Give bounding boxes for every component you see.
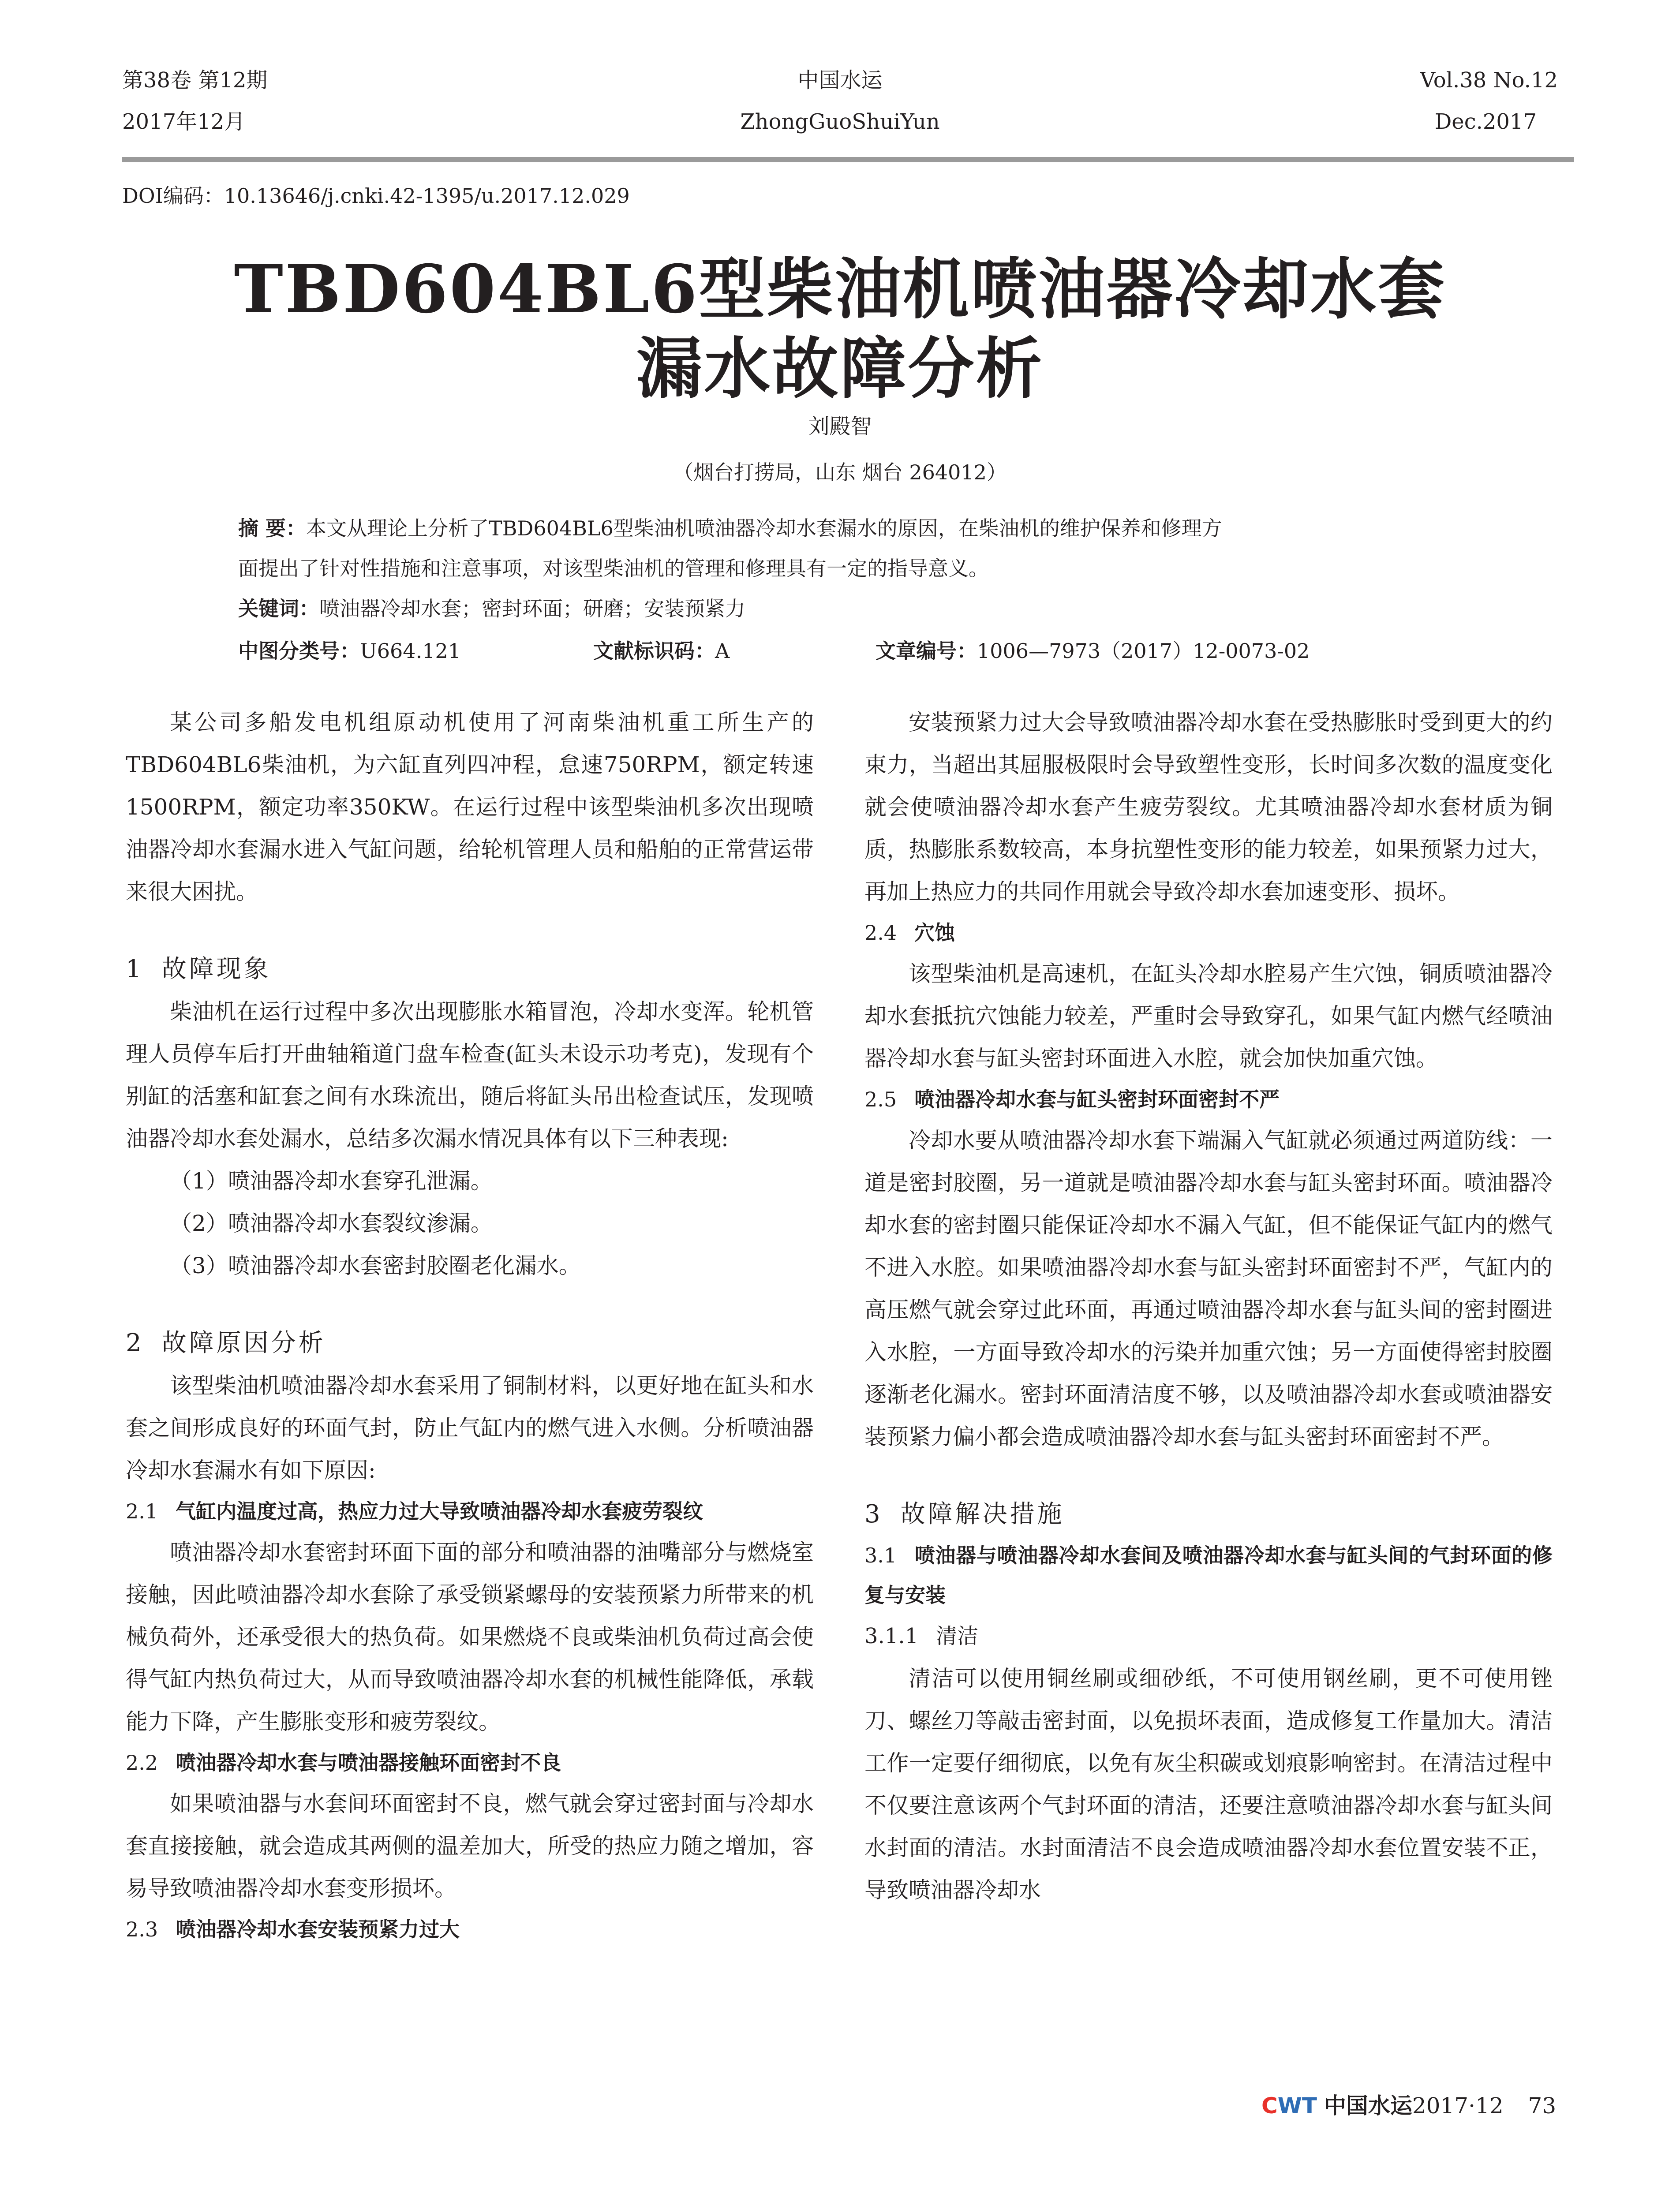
doccode-line <box>593 635 730 664</box>
article-line <box>876 635 1310 664</box>
header-date: 2017年12月 <box>122 109 246 134</box>
header-volume-issue: 第38卷 第12期 <box>122 68 268 93</box>
section-1-paragraph: 柴油机在运行过程中多次出现膨胀水箱冒泡，冷却水变浑。轮机管理人员停车后打开曲轴箱道门盘车检查(缸头未设示功考克)，发现有个别缸的活塞和缸套之间有水珠流出，随后将缸头吊出检查试压，发现喷油器冷却水套处漏水，总结多次漏水情况具体有以下三种表现: <box>126 999 814 1151</box>
right-column <box>864 701 1553 1911</box>
keywords-line <box>238 593 745 622</box>
author: 刘殿智 <box>808 414 872 439</box>
doccode-value: A <box>715 639 730 663</box>
abstract-line-2: 面提出了针对性措施和注意事项，对该型柴油机的管理和修理具有一定的指导意义。 <box>238 557 989 580</box>
intro-paragraph: 某公司多船发电机组原动机使用了河南柴油机重工所生产的TBD604BL6柴油机，为六缸直列四冲程，怠速750RPM，额定转速1500RPM，额定功率350KW。在运行过程中该型柴油机多次出现喷油器冷却水套漏水进入气缸问题，给轮机管理人员和船舶的正常营运带来很大困扰。 <box>126 710 814 904</box>
title-line-2: 漏水故障分析 <box>636 330 1044 407</box>
section-2-1-paragraph: 喷油器冷却水套密封环面下面的部分和喷油器的油嘴部分与燃烧室接触，因此喷油器冷却水套除了承受锁紧螺母的安装预紧力所带来的机械负荷外，还承受很大的热负荷。如果燃烧不良或柴油机负荷过高会使得气缸内热负荷过大，从而导致喷油器冷却水套的机械性能降低，承载能力下降，产生膨胀变形和疲劳裂纹。 <box>126 1540 814 1734</box>
keywords-label: 关键词： <box>238 597 319 620</box>
abstract-label: 摘 要： <box>238 516 307 540</box>
section-2-2-paragraph: 如果喷油器与水套间环面密封不良，燃气就会穿过密封面与冷却水套直接接触，就会造成其两侧的温差加大，所受的热应力随之增加，容易导致喷油器冷却水套变形损坏。 <box>126 1791 814 1901</box>
section-3-1-1-heading: 3.1.1 清洁 <box>864 1624 979 1648</box>
section-2-3-heading: 2.3 喷油器冷却水套安装预紧力过大 <box>126 1917 460 1941</box>
section-2-3-paragraph: 安装预紧力过大会导致喷油器冷却水套在受热膨胀时受到更大的约束力，当超出其屈服极限时会导致塑性变形，长时间多次数的温度变化就会使喷油器冷却水套产生疲劳裂纹。尤其喷油器冷却水套材质为铜质，热膨胀系数较高，本身抗塑性变形的能力较差，如果预紧力过大，再加上热应力的共同作用就会导致冷却水套加速变形、损坏。 <box>864 710 1553 904</box>
section-2-5-paragraph: 冷却水要从喷油器冷却水套下端漏入气缸就必须通过两道防线：一道是密封胶圈，另一道就是喷油器冷却水套与缸头密封环面。喷油器冷却水套的密封圈只能保证冷却水不漏入气缸，但不能保证气缸内的燃气不进入水腔。如果喷油器冷却水套与缸头密封环面密封不严，气缸内的高压燃气就会穿过此环面，再通过喷油器冷却水套与缸头间的密封圈进入水腔，一方面导致冷却水的污染并加重穴蚀；另一方面使得密封胶圈逐渐老化漏水。密封环面清洁度不够，以及喷油器冷却水套或喷油器安装预紧力偏小都会造成喷油器冷却水套与缸头密封环面密封不严。 <box>864 1128 1553 1450</box>
section-3-1-heading: 3.1 喷油器与喷油器冷却水套间及喷油器冷却水套与缸头间的气封环面的修复与安装 <box>864 1544 1553 1607</box>
clc-value: U664.121 <box>360 639 461 663</box>
section-2-heading: 2 故障原因分析 <box>126 1329 326 1357</box>
doccode-label: 文献标识码： <box>593 639 715 663</box>
header-rule <box>122 157 1574 162</box>
doi: DOI编码：10.13646/j.cnki.42-1395/u.2017.12.029 <box>122 184 630 208</box>
clc-line <box>238 635 461 664</box>
section-1-heading: 1 故障现象 <box>126 955 271 983</box>
section-2-5-heading: 2.5 喷油器冷却水套与缸头密封环面密封不严 <box>864 1088 1280 1111</box>
header-date-en: Dec.2017 <box>1434 109 1537 134</box>
footer <box>1261 2088 1556 2120</box>
section-2-4-heading: 2.4 穴蚀 <box>864 921 955 945</box>
page-number: 73 <box>1528 2093 1557 2119</box>
section-2-2-heading: 2.2 喷油器冷却水套与喷油器接触环面密封不良 <box>126 1751 561 1775</box>
title-line-1: TBD604BL6型柴油机喷油器冷却水套 <box>234 250 1446 328</box>
list-item-2: （2）喷油器冷却水套裂纹渗漏。 <box>170 1211 493 1236</box>
list-item-1: （1）喷油器冷却水套穿孔泄漏。 <box>170 1168 493 1194</box>
cwt-logo: CWT <box>1261 2093 1317 2119</box>
header-vol-no: Vol.38 No.12 <box>1420 68 1558 93</box>
list-item-3: （3）喷油器冷却水套密封胶圈老化漏水。 <box>170 1253 581 1278</box>
affiliation: （烟台打捞局，山东 烟台 264012） <box>673 460 1007 484</box>
footer-journal: 中国水运 <box>1324 2093 1412 2119</box>
left-column <box>126 701 814 1949</box>
header-journal-cn: 中国水运 <box>797 68 883 93</box>
section-2-4-paragraph: 该型柴油机是高速机，在缸头冷却水腔易产生穴蚀，铜质喷油器冷却水套抵抗穴蚀能力较差，严重时会导致穿孔，如果气缸内燃气经喷油器冷却水套与缸头密封环面进入水腔，就会加快加重穴蚀。 <box>864 961 1553 1071</box>
section-3-1-1-paragraph: 清洁可以使用铜丝刷或细砂纸，不可使用钢丝刷，更不可使用锉刀、螺丝刀等敲击密封面，以免损坏表面，造成修复工作量加大。清洁工作一定要仔细彻底，以免有灰尘积碳或划痕影响密封。在清洁过程中不仅要注意该两个气封环面的清洁，还要注意喷油器冷却水套与缸头间水封面的清洁。水封面清洁不良会造成喷油器冷却水套位置安装不正，导致喷油器冷却水 <box>864 1666 1553 1903</box>
footer-date: 2017·12 <box>1412 2093 1504 2119</box>
abstract-text-1: 本文从理论上分析了TBD604BL6型柴油机喷油器冷却水套漏水的原因，在柴油机的维护保养和修理方 <box>306 516 1222 540</box>
section-2-paragraph: 该型柴油机喷油器冷却水套采用了铜制材料，以更好地在缸头和水套之间形成良好的环面气封，防止气缸内的燃气进入水侧。分析喷油器冷却水套漏水有如下原因: <box>126 1373 814 1483</box>
keywords: 喷油器冷却水套；密封环面；研磨；安装预紧力 <box>319 597 745 620</box>
abstract-line-1 <box>238 512 1222 542</box>
article-value: 1006—7973（2017）12-0073-02 <box>977 639 1310 663</box>
clc-label: 中图分类号： <box>238 639 360 663</box>
header-journal-pinyin: ZhongGuoShuiYun <box>740 109 940 134</box>
section-2-1-heading: 2.1 气缸内温度过高，热应力过大导致喷油器冷却水套疲劳裂纹 <box>126 1499 703 1523</box>
section-3-heading: 3 故障解决措施 <box>864 1500 1065 1529</box>
article-label: 文章编号： <box>876 639 977 663</box>
